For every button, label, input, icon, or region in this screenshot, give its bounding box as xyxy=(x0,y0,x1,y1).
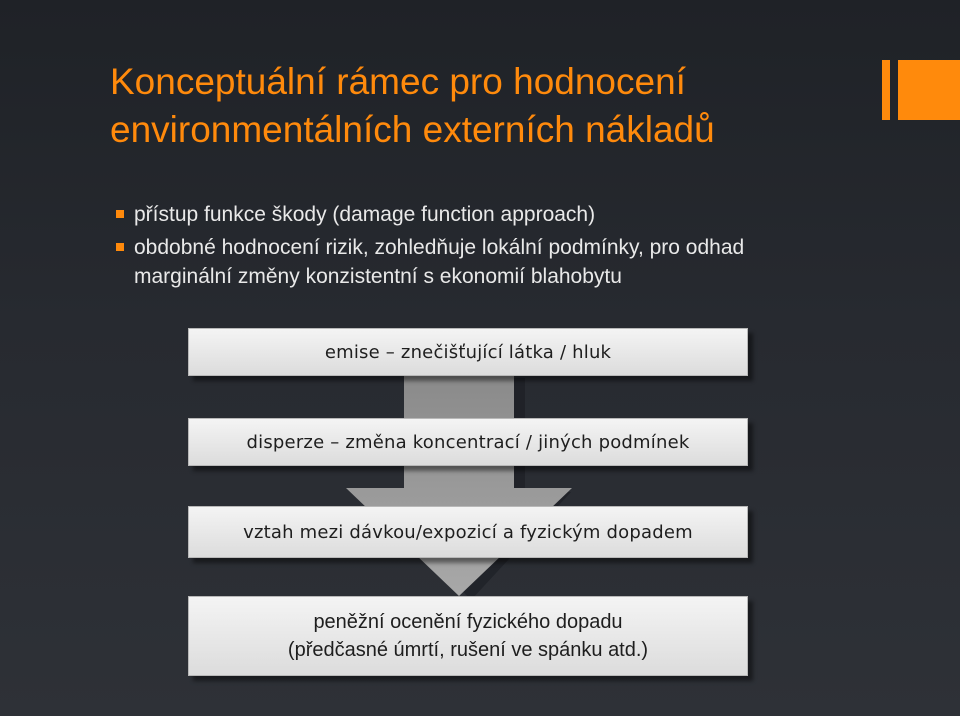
slide-title-line-2: environmentálních externích nákladů xyxy=(110,109,715,150)
bullet-text: obdobné hodnocení rizik, zohledňuje lokální podmínky, pro odhad marginální změny konzistentní s ekonomií blahobytu xyxy=(134,236,745,288)
step-label-secondary: (předčasné úmrtí, rušení ve spánku atd.) xyxy=(287,639,649,661)
step-box-vztah xyxy=(188,506,748,558)
step-box-disperze xyxy=(188,418,748,466)
step-box-emise xyxy=(188,328,748,376)
step-box-oceneni xyxy=(188,596,748,676)
bullet-text: přístup funkce škody (damage function approach) xyxy=(134,203,596,226)
step-label: peněžní ocenění fyzického dopadu xyxy=(313,611,623,633)
step-label: vztah mezi dávkou/expozicí a fyzickým dopadem xyxy=(243,521,693,543)
step-label: emise – znečišťující látka / hluk xyxy=(324,341,612,363)
slide-title-line-1: Konceptuální rámec pro hodnocení xyxy=(110,61,686,102)
step-label: disperze – změna koncentrací / jiných podmínek xyxy=(246,431,690,453)
